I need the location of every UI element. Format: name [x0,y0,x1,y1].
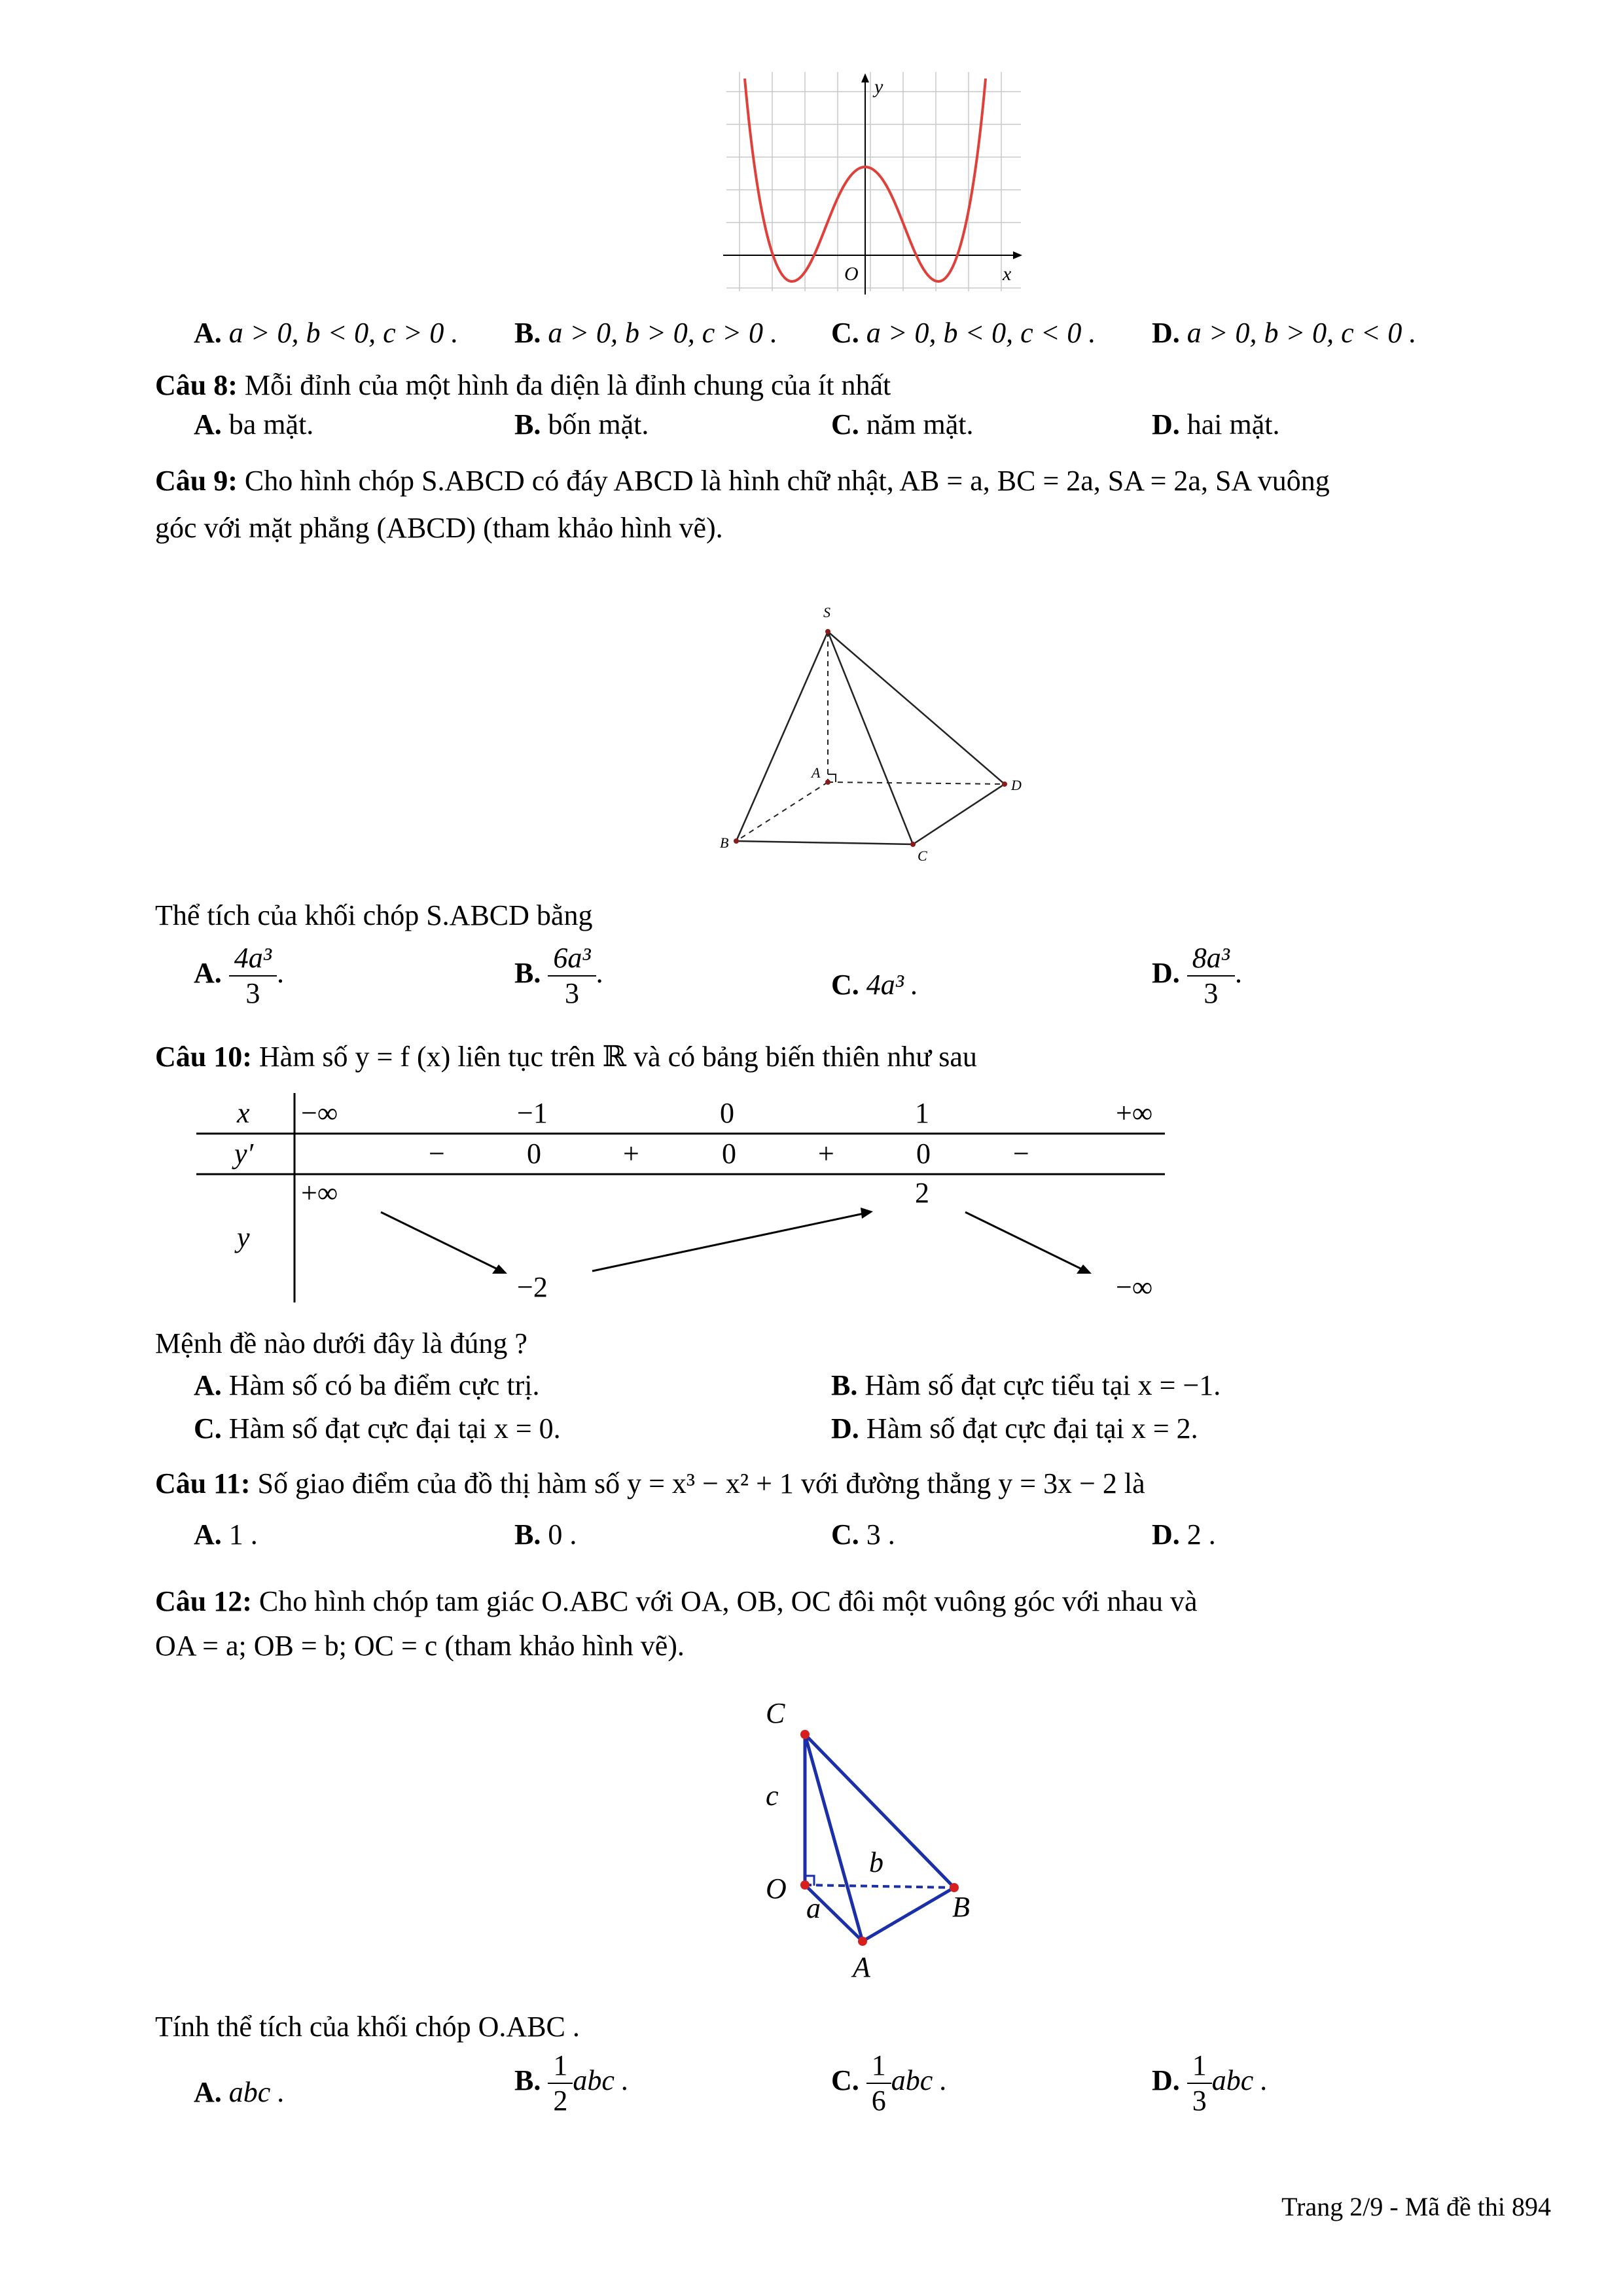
question-number: Câu 10: [155,1041,252,1073]
q12-prompt: Tính thể tích của khối chóp O.ABC . [155,2011,580,2043]
option-text: 2 . [1186,1518,1216,1551]
option-text: Hàm số đạt cực tiểu tại x = −1. [865,1369,1221,1401]
option-letter: D. [1152,2064,1180,2097]
option-text: 0 . [548,1518,577,1551]
fraction-denominator: 3 [1192,2085,1207,2117]
label-c: C [766,1697,785,1729]
q10-stem [155,1039,977,1075]
q9-stem-line2: góc với mặt phẳng (ABCD) (tham khảo hình vẽ). [155,512,723,544]
point-a [825,780,830,785]
label-o: O [766,1873,787,1905]
point-a [858,1937,867,1946]
question-text: Cho hình chóp tam giác O.ABC với OA, OB, OC đôi một vuông góc với nhau và [259,1585,1198,1617]
question-number: Câu 11: [155,1467,251,1499]
graph-y-label: y [874,76,883,98]
option-letter: C. [831,969,859,1001]
pyramid-sabcd-figure [707,599,1060,874]
option-letter: C. [831,408,859,440]
q10-option-d[interactable] [831,1411,1198,1446]
q9-prompt: Thể tích của khối chóp S.ABCD bằng [155,899,593,931]
question-number: Câu 12: [155,1585,252,1617]
q11-option-a[interactable] [194,1517,258,1552]
option-letter: B. [514,2064,541,2097]
q11-option-d[interactable] [1152,1517,1216,1552]
yprime-sign: − [429,1138,445,1170]
label-s: S [823,604,830,620]
point-c [910,842,916,847]
fraction-numerator: 1 [866,2049,891,2084]
fraction-denominator: 3 [564,977,579,1009]
q9-stem-line1 [155,463,1330,499]
point-c [800,1730,810,1739]
fraction [229,941,277,1011]
q12-stem-line2: OA = a; OB = b; OC = c (tham khảo hình vẽ). [155,1630,685,1662]
option-suffix: . [1234,957,1242,990]
y-value: −∞ [1116,1271,1153,1303]
q8-option-b[interactable] [514,407,649,442]
option-letter: B. [514,957,541,990]
option-letter: A. [194,1369,222,1401]
fraction-numerator: 6a³ [548,941,596,977]
q12-option-a[interactable] [194,2075,285,2110]
point-s [825,629,830,634]
option-suffix: abc . [891,2064,948,2097]
x-value: −∞ [301,1097,338,1129]
label-c-length: c [766,1780,779,1812]
fraction-numerator: 8a³ [1187,941,1235,977]
option-text: ba mặt. [228,408,314,440]
variation-table [196,1093,1165,1309]
option-letter: D. [1152,1518,1180,1551]
fraction-denominator: 6 [871,2085,886,2117]
option-letter: D. [1152,317,1180,349]
edge-sb [736,632,828,841]
q12-option-c[interactable] [831,2049,947,2118]
option-suffix: . [596,957,603,990]
y-value: 2 [915,1177,929,1209]
option-text: Hàm số đạt cực đại tại x = 0. [228,1412,561,1444]
q7-option-d[interactable] [1152,315,1416,351]
row-label-yprime: y′ [234,1138,254,1170]
graph-x-label: x [1003,263,1012,285]
tetrahedron-oabc-figure [746,1695,1008,1990]
q7-option-a[interactable] [194,315,458,351]
q11-option-c[interactable] [831,1517,895,1552]
option-letter: C. [831,317,859,349]
option-text: 1 . [228,1518,258,1551]
fraction-denominator: 2 [553,2085,568,2117]
yprime-sign: 0 [722,1138,736,1170]
label-c: C [918,848,927,864]
option-text: Hàm số có ba điểm cực trị. [228,1369,540,1401]
q11-option-b[interactable] [514,1517,577,1552]
graph-grid [726,72,1021,291]
fraction [1187,941,1235,1011]
label-b-length: b [869,1846,883,1878]
q9-option-a[interactable] [194,941,284,1011]
question-text: Số giao điểm của đồ thị hàm số y = x³ − x² + 1 với đường thẳng y = 3x − 2 là [257,1467,1145,1499]
point-b [734,838,739,844]
option-letter: A. [194,1518,222,1551]
question-text: Cho hình chóp S.ABCD có đáy ABCD là hình chữ nhật, AB = a, BC = 2a, SA = 2a, SA vuông [244,465,1330,497]
question-number: Câu 8: [155,369,238,401]
q7-option-b[interactable] [514,315,777,351]
q12-option-d[interactable] [1152,2049,1268,2118]
q8-option-d[interactable] [1152,407,1280,442]
point-o [800,1880,810,1890]
option-text: a > 0, b < 0, c > 0 . [228,317,459,349]
option-letter: B. [514,317,541,349]
quartic-graph [720,72,1027,295]
option-letter: B. [514,1518,541,1551]
option-text: a > 0, b < 0, c < 0 . [866,317,1096,349]
yprime-sign: 0 [916,1138,931,1170]
option-suffix: . [276,957,284,990]
q9-option-b[interactable] [514,941,603,1011]
y-value: −2 [517,1271,548,1303]
x-value: +∞ [1116,1097,1153,1129]
fraction [866,2049,891,2118]
option-letter: C. [831,2064,859,2097]
option-letter: D. [1152,957,1180,990]
fraction-denominator: 3 [1204,977,1219,1009]
q10-prompt: Mệnh đề nào dưới đây là đúng ? [155,1327,527,1359]
option-letter: B. [831,1369,858,1401]
option-letter: A. [194,317,222,349]
option-text: năm mặt. [866,408,974,440]
fraction-numerator: 1 [548,2049,573,2084]
option-letter: D. [831,1412,859,1444]
fraction [1187,2049,1212,2118]
option-letter: C. [831,1518,859,1551]
fraction-numerator: 1 [1187,2049,1212,2084]
y-value: +∞ [301,1177,338,1209]
edge-bc [736,841,913,844]
q9-option-c[interactable] [831,967,918,1003]
fraction-denominator: 3 [245,977,260,1009]
option-letter: A. [194,2076,222,2108]
x-value: 1 [915,1097,929,1129]
option-letter: D. [1152,408,1180,440]
q10-option-b[interactable] [831,1368,1221,1403]
q8-option-a[interactable] [194,407,313,442]
q7-option-c[interactable] [831,315,1096,351]
x-value: −1 [517,1097,548,1129]
label-b: B [952,1891,970,1923]
label-a: A [853,1951,870,1983]
point-d [1002,781,1007,787]
question-text: Mỗi đỉnh của một hình đa diện là đỉnh chung của ít nhất [244,369,891,401]
edge-ad [828,782,1005,784]
option-suffix: abc . [1211,2064,1268,2097]
yprime-sign: + [623,1138,639,1170]
fraction [548,941,596,1011]
yprime-sign: − [1013,1138,1029,1170]
edge-cd [913,784,1005,844]
edge-sd [828,632,1005,784]
edge-sc [828,632,913,844]
option-suffix: abc . [573,2064,629,2097]
label-a: A [812,764,821,781]
option-letter: A. [194,957,222,990]
q11-stem [155,1466,1145,1501]
q8-stem [155,368,891,403]
row-label-y: y [237,1221,250,1253]
row-label-x: x [237,1097,250,1129]
variation-table-lines [196,1093,1165,1309]
q12-stem-line1 [155,1584,1198,1619]
q10-option-a[interactable] [194,1368,539,1403]
graph-origin-label: O [844,263,859,285]
q12-option-b[interactable] [514,2049,629,2118]
x-value: 0 [720,1097,734,1129]
edge-ob [805,1885,954,1888]
option-text: 4a³ . [866,969,918,1001]
question-number: Câu 9: [155,465,238,497]
edge-ab [863,1888,954,1941]
yprime-sign: + [818,1138,834,1170]
option-letter: B. [514,408,541,440]
option-text: Hàm số đạt cực đại tại x = 2. [866,1412,1198,1444]
y-axis-arrow-icon [861,73,869,82]
label-a-length: a [806,1892,821,1924]
label-d: D [1011,777,1022,793]
option-text: abc . [228,2076,285,2108]
q8-option-c[interactable] [831,407,974,442]
page-footer: Trang 2/9 - Mã đề thi 894 [1281,2192,1551,2221]
label-b: B [720,834,729,851]
question-text: Hàm số y = f (x) liên tục trên ℝ và có bảng biến thiên như sau [259,1041,977,1073]
x-axis-arrow-icon [1013,251,1022,259]
option-text: hai mặt. [1186,408,1280,440]
yprime-sign: 0 [527,1138,541,1170]
option-text: a > 0, b > 0, c > 0 . [548,317,777,349]
option-letter: A. [194,408,222,440]
option-text: a > 0, b > 0, c < 0 . [1186,317,1417,349]
q10-option-c[interactable] [194,1411,561,1446]
option-text: bốn mặt. [548,408,649,440]
option-letter: C. [194,1412,222,1444]
q9-option-d[interactable] [1152,941,1242,1011]
fraction [548,2049,573,2118]
option-text: 3 . [866,1518,895,1551]
fraction-numerator: 4a³ [229,941,277,977]
